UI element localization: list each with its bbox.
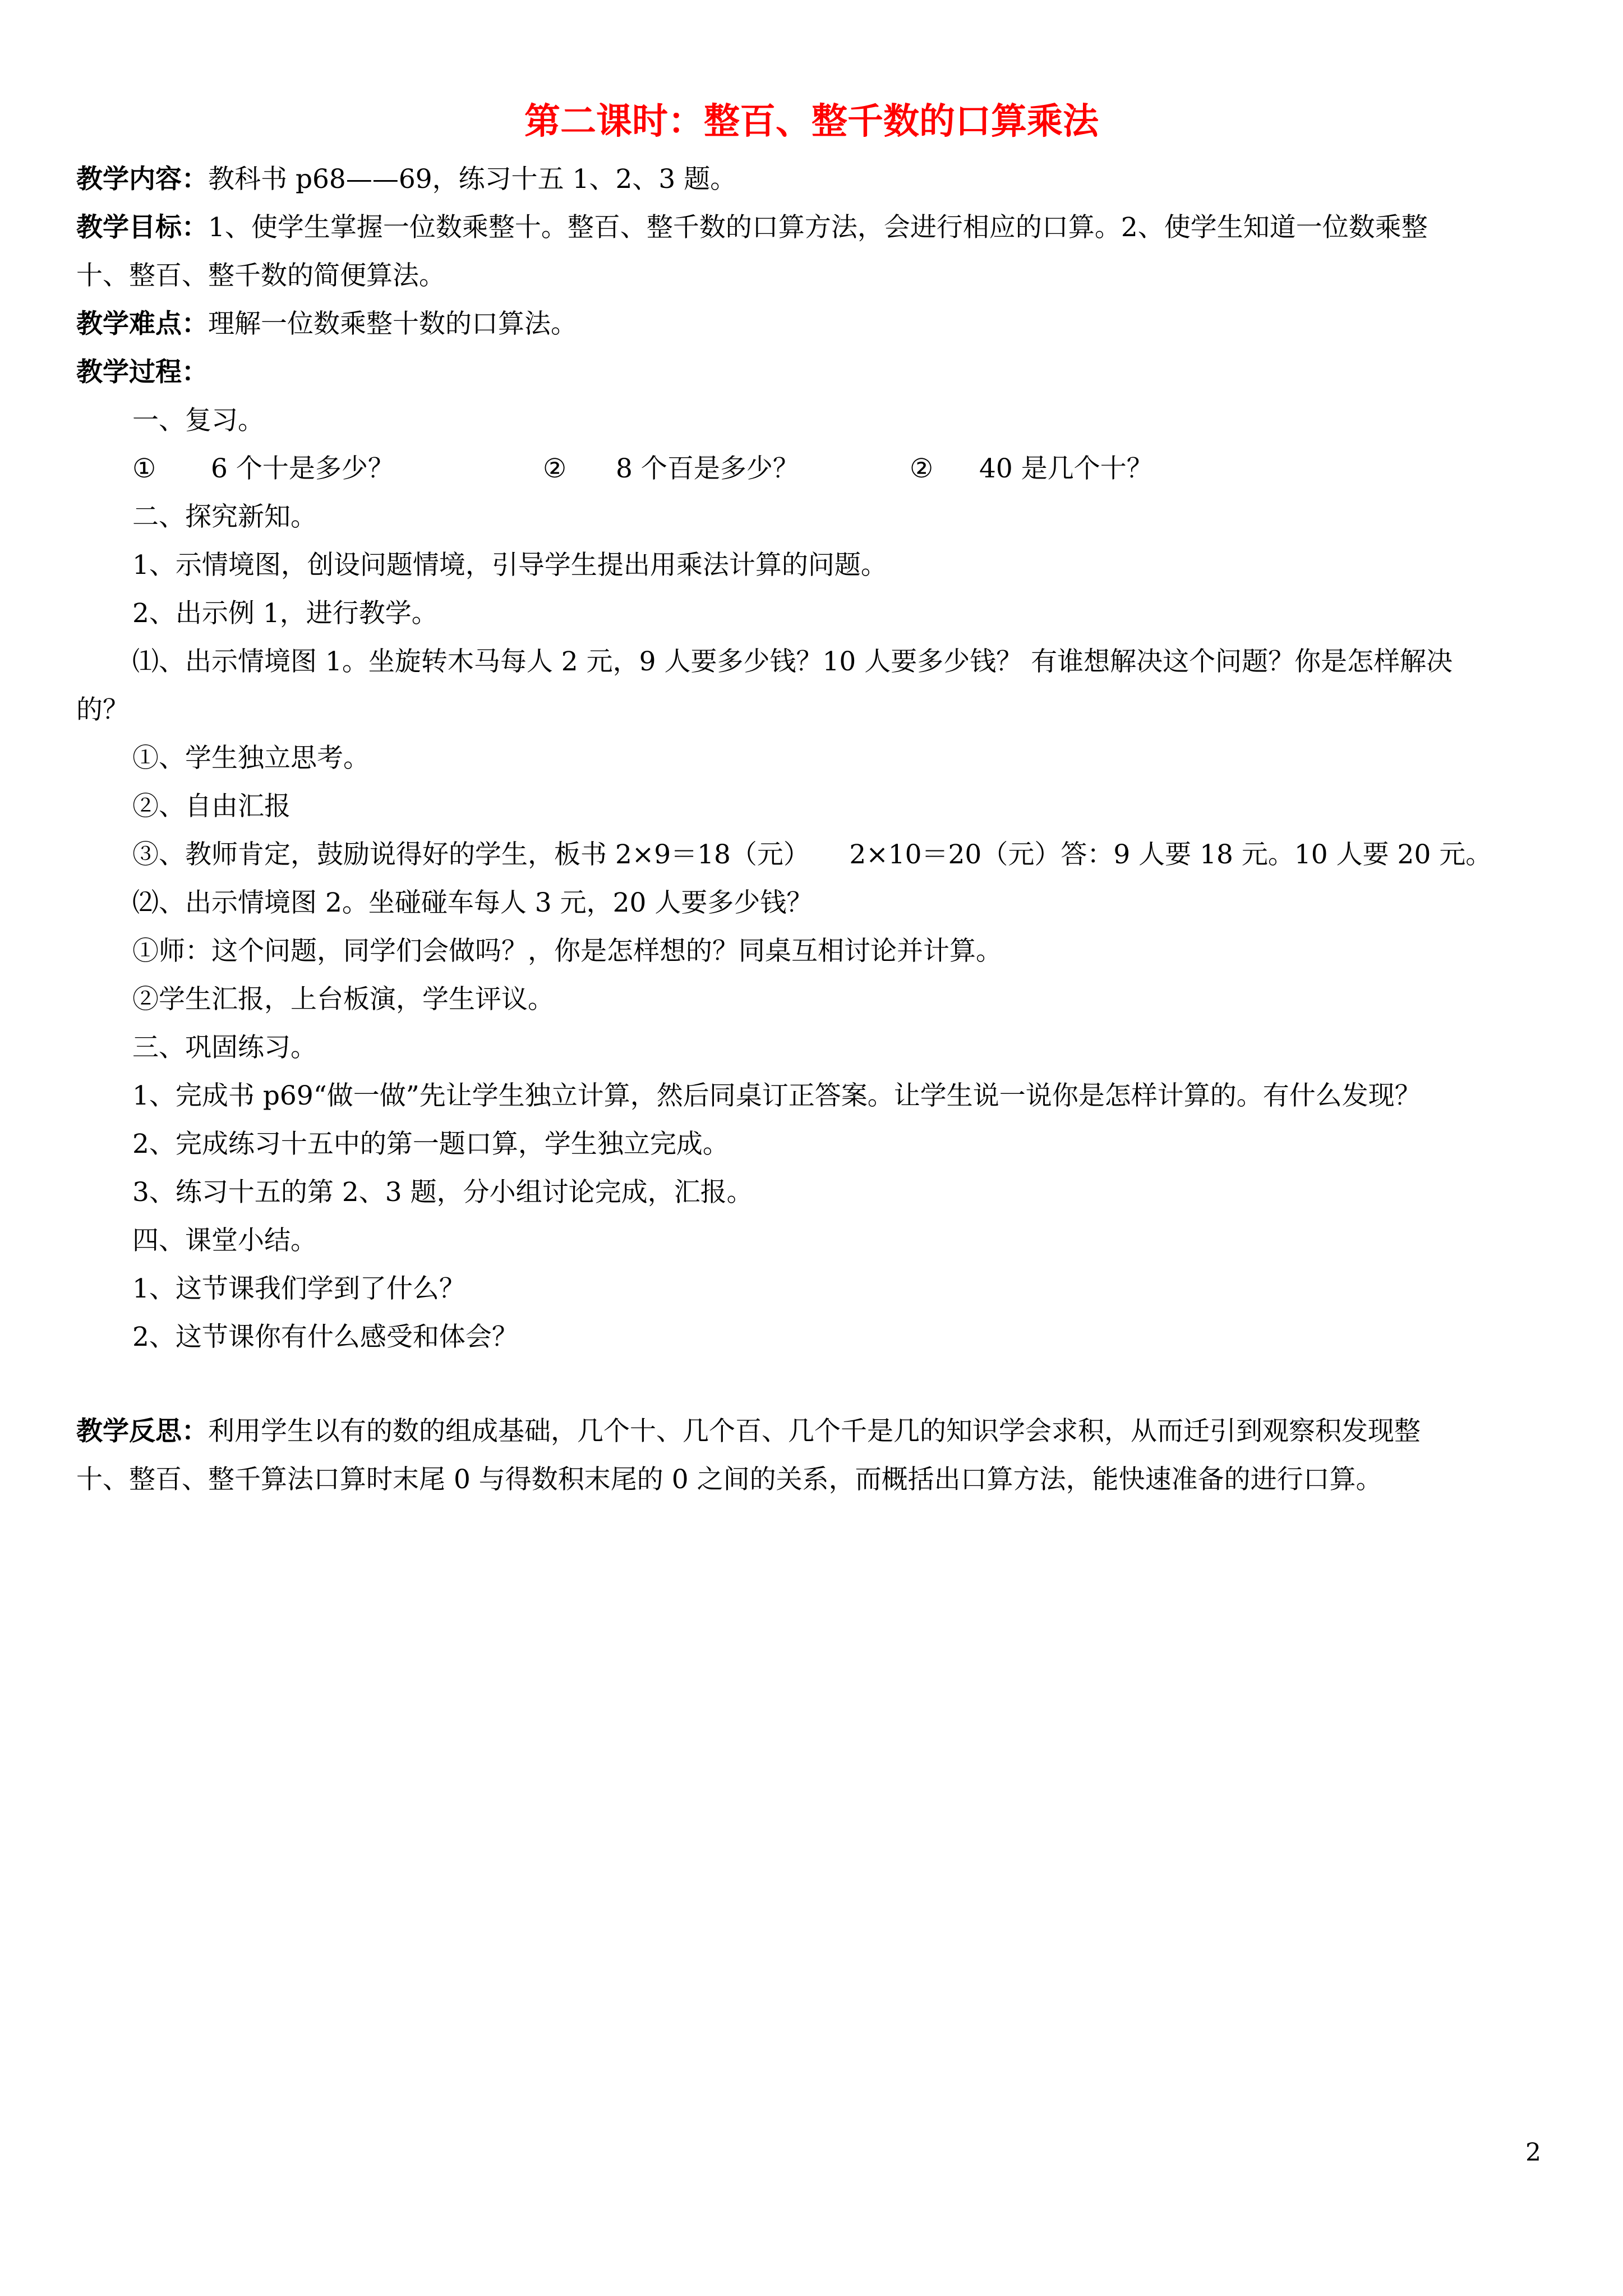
reflection-label: 教学反思： [76,1416,208,1447]
goals-line-2: 十、整百、整千数的简便算法。 [76,260,445,291]
goals-text-1: 1、使学生掌握一位数乘整十。整百、整千数的口算方法，会进行相应的口算。2、使学生知道一位数乘整 [208,212,1428,243]
explore-step-1: 1、示情境图，创设问题情境，引导学生提出用乘法计算的问题。 [132,550,887,581]
goals-line-1 [76,211,1557,245]
explore-part1-a: ①、学生独立思考。 [132,743,370,774]
practice-item-2: 2、完成练习十五中的第一题口算，学生独立完成。 [132,1129,729,1159]
reflection-text-1: 利用学生以有的数的组成基础，几个十、几个百、几个千是几的知识学会求积，从而迁引到观察积发现整 [208,1416,1421,1447]
explore-heading: 二、探究新知。 [132,501,317,532]
page-title: 第二课时：整百、整千数的口算乘法 [524,100,1099,142]
explore-part1-line-2: 的？ [76,694,129,725]
summary-heading: 四、课堂小结。 [132,1225,317,1256]
explore-part1-c: ③、教师肯定，鼓励说得好的学生，板书 2×9＝18（元） 2×10＝20（元）答：9 人要 18 元。10 人要 20 元。 [132,839,1492,870]
reflection-line-1 [76,1415,1557,1448]
explore-part2: ⑵、出示情境图 2。坐碰碰车每人 3 元，20 人要多少钱？ [132,887,813,918]
practice-item-1: 1、完成书 p69“做一做”先让学生独立计算，然后同桌订正答案。让学生说一说你是怎样计算的。有什么发现？ [132,1080,1421,1111]
process-label: 教学过程： [76,357,208,388]
page-number: 2 [1525,2138,1541,2167]
difficulty-text: 理解一位数乘整十数的口算法。 [208,309,577,339]
practice-item-3: 3、练习十五的第 2、3 题，分小组讨论完成，汇报。 [132,1177,753,1208]
reflection-line-2: 十、整百、整千算法口算时末尾 0 与得数积末尾的 0 之间的关系，而概括出口算方法，能快速准备的进行口算。 [76,1464,1382,1495]
summary-item-2: 2、这节课你有什么感受和体会？ [132,1322,518,1352]
content-line [76,163,1557,196]
explore-part2-b: ②学生汇报，上台板演，学生评议。 [132,984,554,1015]
review-q3-mark: ② [910,453,934,484]
review-q2-mark: ② [543,453,567,484]
review-q2-text: 8 个百是多少？ [616,453,799,484]
review-q3-text: 40 是几个十？ [979,453,1153,484]
explore-part2-a: ①师：这个问题，同学们会做吗？，你是怎样想的？同桌互相讨论并计算。 [132,936,1002,967]
difficulty-label: 教学难点： [76,309,208,339]
review-questions [132,452,1613,486]
review-heading: 一、复习。 [132,405,264,436]
content-label: 教学内容： [76,164,208,195]
content-text: 教科书 p68——69，练习十五 1、2、3 题。 [208,164,737,195]
difficulty-line [76,307,1557,341]
explore-step-2: 2、出示例 1，进行教学。 [132,598,438,629]
explore-part1-line-1: ⑴、出示情境图 1。坐旋转木马每人 2 元，9 人要多少钱？10 人要多少钱？ 有谁想解决这个问题？你是怎样解决 [132,646,1453,677]
review-q1-text: 6 个十是多少？ [211,453,394,484]
summary-item-1: 1、这节课我们学到了什么？ [132,1273,465,1304]
review-q1-mark: ① [132,453,156,484]
explore-part1-b: ②、自由汇报 [132,791,291,822]
goals-label: 教学目标： [76,212,208,243]
practice-heading: 三、巩固练习。 [132,1032,317,1063]
